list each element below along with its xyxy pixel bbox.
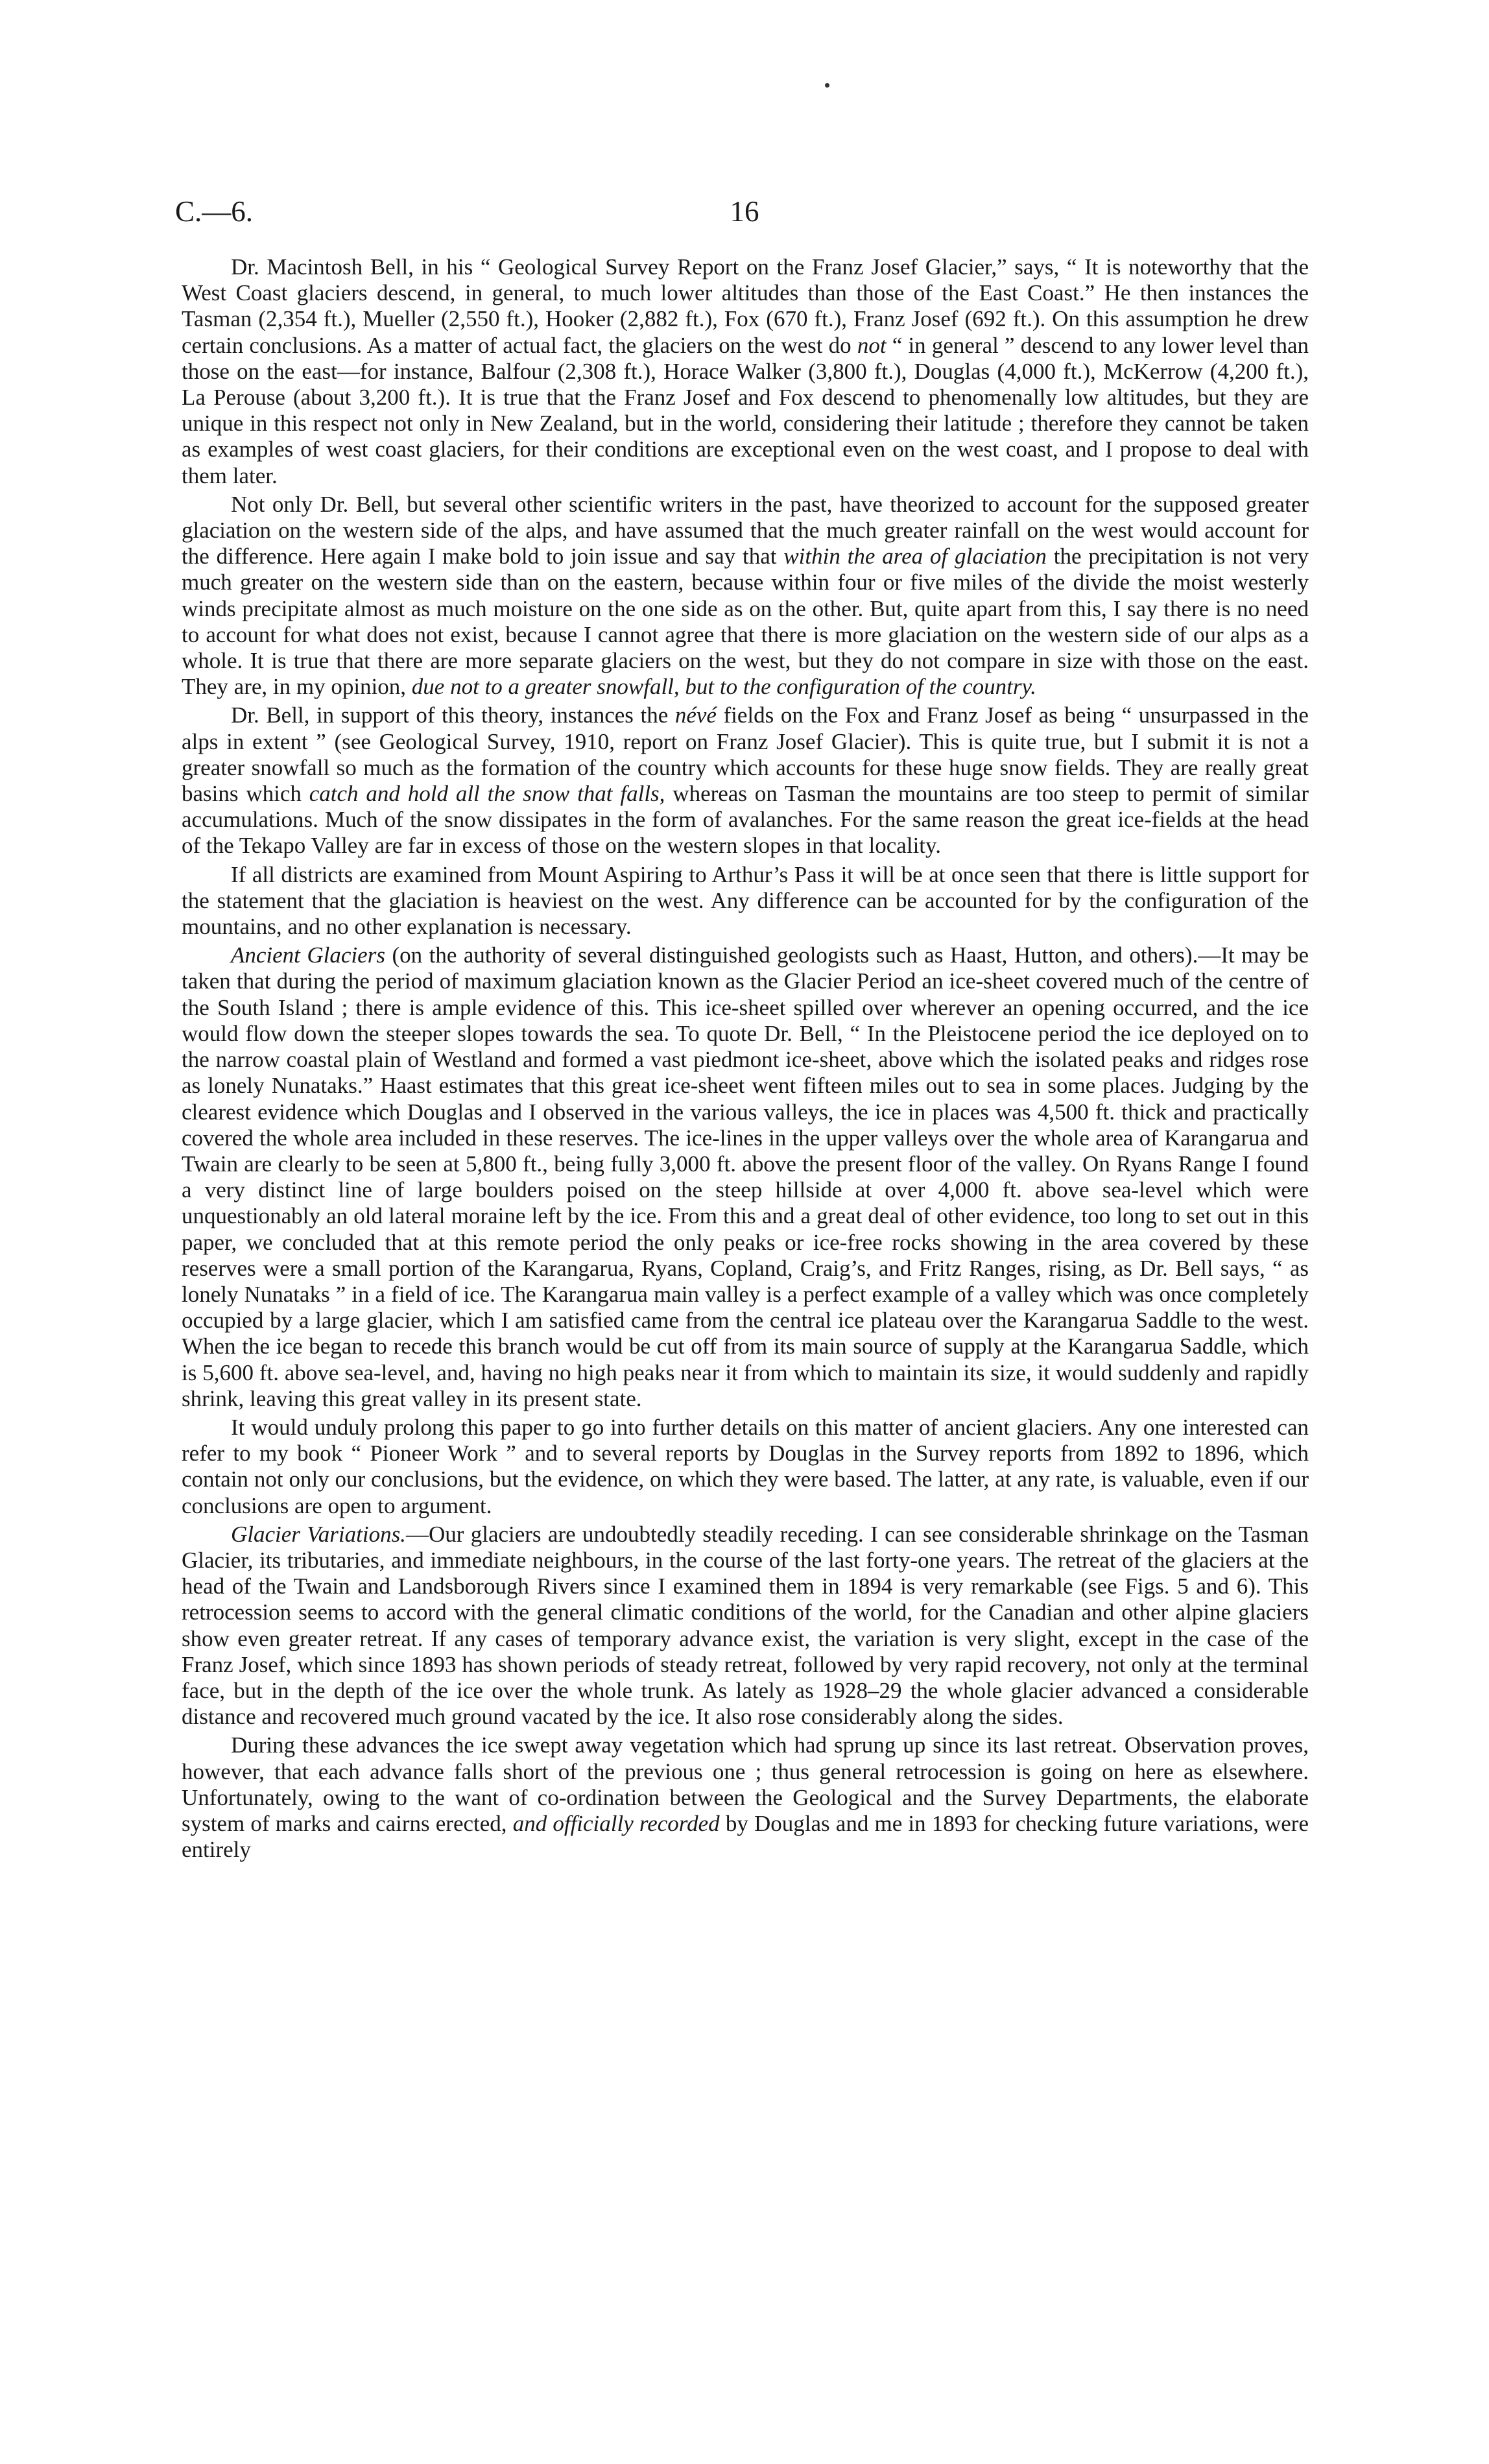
paragraph: [182, 1415, 1309, 1519]
paragraph: [182, 862, 1309, 940]
text-run: Not only Dr. Bell, but several other scientific writers in the past, have theorized to account for the supposed greater glaciation on the western side of the alps, and have assumed that the much greater rainfall on the west would account for the difference. Here again I make bold to join issue and say that: [182, 491, 1309, 569]
paragraph: [182, 702, 1309, 859]
scan-speck: [825, 83, 829, 88]
text-run: During these advances the ice swept away vegetation which had sprung up since its last retreat. Observation proves, however, that each advance falls short of the previous one ; thus general retrocession is going on here as elsewhere. Unfortunately, owing to the want of co-ordination between the Geological and the Survey Departments, the elaborate system of marks and cairns erected,: [182, 1732, 1309, 1836]
paragraph: [182, 1522, 1309, 1730]
italic-text: catch and hold all the snow that falls,: [309, 781, 665, 807]
paragraph: [182, 1732, 1309, 1863]
text-run: It would unduly prolong this paper to go into further details on this matter of ancient glaciers. Any one interested can refer to my book “ Pioneer Work ” and to several reports by Douglas in the Survey reports from 1892 to 1896, which contain not only our conclusions, but the evidence, on which they were based. The latter, at any rate, is valuable, even if our conclusions are open to argument.: [182, 1414, 1309, 1518]
text-run: —Our glaciers are undoubtedly steadily receding. I can see considerable shrinkage on the Tasman Glacier, its tributaries, and immediate neighbours, in the course of the last forty-one years. The retreat of the glaciers at the head of the Twain and Landsborough Rivers since I examined them in 1894 is very remarkable (see Figs. 5 and 6). This retrocession seems to accord with the general climatic conditions of the world, for the Canadian and other alpine glaciers show even greater retreat. If any cases of temporary advance exist, the variation is very slight, except in the case of the Franz Josef, which since 1893 has shown periods of steady retreat, followed by very rapid recovery, not only at the terminal face, but in the depth of the ice over the whole trunk. As lately as 1928–29 the whole glacier advanced a considerable distance and recovered much ground vacated by the ice. It also rose considerably along the sides.: [182, 1521, 1309, 1730]
text-run: whereas on Tasman the mountains are too steep to permit of similar accumulations. Much of the snow dissipates in the form of avalanches. For the same reason the great ice-fields at the head of the Tekapo Valley are far in excess of those on the western slopes in that locality.: [182, 781, 1309, 859]
page-header: [175, 195, 1314, 233]
paragraph: [182, 254, 1309, 489]
italic-text: Glacier Variations.: [231, 1521, 406, 1547]
italic-text: within the area of glaciation: [783, 544, 1047, 569]
text-run: fields on the Fox and Franz Josef as being “ unsurpassed in the alps in extent ” (see Geological Survey, 1910, report on Franz Josef Glacier). This is quite true, but I submit it is not a greater snowfall so much as the formation of the country which accounts for these huge snow fields. They are really great basins which: [182, 702, 1309, 807]
page-number: 16: [730, 195, 759, 228]
paragraph: [182, 942, 1309, 1412]
text-run: Dr. Macintosh Bell, in his “ Geological Survey Report on the Franz Josef Glacier,” says, “ It is noteworthy that the West Coast glaciers descend, in general, to much lower altitudes than those of the East Coast.” He then instances the Tasman (2,354 ft.), Mueller (2,550 ft.), Hooker (2,882 ft.), Fox (670 ft.), Franz Josef (692 ft.). On this assumption he drew certain conclusions. As a matter of actual fact, the glaciers on the west do: [182, 254, 1309, 358]
paragraph: [182, 492, 1309, 700]
text-run: (on the authority of several distinguished geologists such as Haast, Hutton, and others).—It may be taken that during the period of maximum glaciation known as the Glacier Period an ice-sheet covered much of the centre of the South Island ; there is ample evidence of this. This ice-sheet spilled over wherever an opening occurred, and the ice would flow down the steeper slopes towards the sea. To quote Dr. Bell, “ In the Pleistocene period the ice deployed on to the narrow coastal plain of Westland and formed a vast piedmont ice-sheet, above which the isolated peaks and ridges rose as lonely Nunataks.” Haast estimates that this great ice-sheet went fifteen miles out to sea in some places. Judging by the clearest evidence which Douglas and I observed in the various valleys, the ice in places was 4,500 ft. thick and practically covered the whole area included in these reserves. The ice-lines in the upper valleys over the whole area of Karangarua and Twain are clearly to be seen at 5,800 ft., being fully 3,000 ft. above the present floor of the valley. On Ryans Range I found a very distinct line of large boulders poised on the steep hillside at over 4,000 ft. above sea-level which were unquestionably an old lateral moraine left by the ice. From this and a great deal of other evidence, too long to set out in this paper, we concluded that at this remote period the only peaks or ice-free rocks showing in the area covered by these reserves were a small portion of the Karangarua, Ryans, Copland, Craig’s, and Fritz Ranges, rising, as Dr. Bell says, “ as lonely Nunataks ” in a field of ice. The Karangarua main valley is a perfect example of a valley which was once completely occupied by a large glacier, which I am satisfied came from the central ice plateau over the Karangarua Saddle to the west. When the ice began to recede this branch would be cut off from its main source of supply at the Karangarua Saddle, which is 5,600 ft. above sea-level, and, having no high peaks near it from which to maintain its size, it would suddenly and rapidly shrink, leaving this great valley in its present state.: [182, 942, 1309, 1411]
document-code: C.—6.: [175, 195, 254, 228]
body-text: [182, 254, 1309, 1863]
text-run: the precipitation is not very much greater on the western side than on the eastern, because within four or five miles of the divide the moist westerly winds precipitate almost as much moisture on the one side as on the other. But, quite apart from this, I say there is no need to account for what does not exist, because I cannot agree that there is more glaciation on the western side of our alps as a whole. It is true that there are more separate glaciers on the west, but they do not compare in size with those on the east. They are, in my opinion,: [182, 544, 1309, 700]
italic-text: and officially recorded: [512, 1810, 720, 1836]
text-run: If all districts are examined from Mount Aspiring to Arthur’s Pass it will be at once seen that there is little support for the statement that the glaciation is heaviest on the west. Any difference can be accounted for by the configuration of the mountains, and no other explanation is necessary.: [182, 861, 1309, 940]
text-run: “ in general ” descend to any lower level than those on the east—for instance, Balfour (2,308 ft.), Horace Walker (3,800 ft.), Douglas (4,000 ft.), McKerrow (4,200 ft.), La Perouse (about 3,200 ft.). It is true that the Franz Josef and Fox descend to phenomenally low altitudes, but they are unique in this respect not only in New Zealand, but in the world, considering their latitude ; therefore they cannot be taken as examples of west coast glaciers, for their conditions are exceptional even on the west coast, and I propose to deal with them later.: [182, 332, 1309, 488]
text-run: Dr. Bell, in support of this theory, instances the: [231, 702, 675, 728]
italic-text: due not to a greater snowfall, but to the configuration of the country.: [411, 674, 1036, 700]
italic-text: Ancient Glaciers: [231, 942, 385, 968]
italic-text: not: [857, 332, 887, 358]
italic-text: névé: [674, 702, 717, 728]
text-run: by Douglas and me in 1893 for checking future variations, were entirely: [182, 1810, 1309, 1863]
